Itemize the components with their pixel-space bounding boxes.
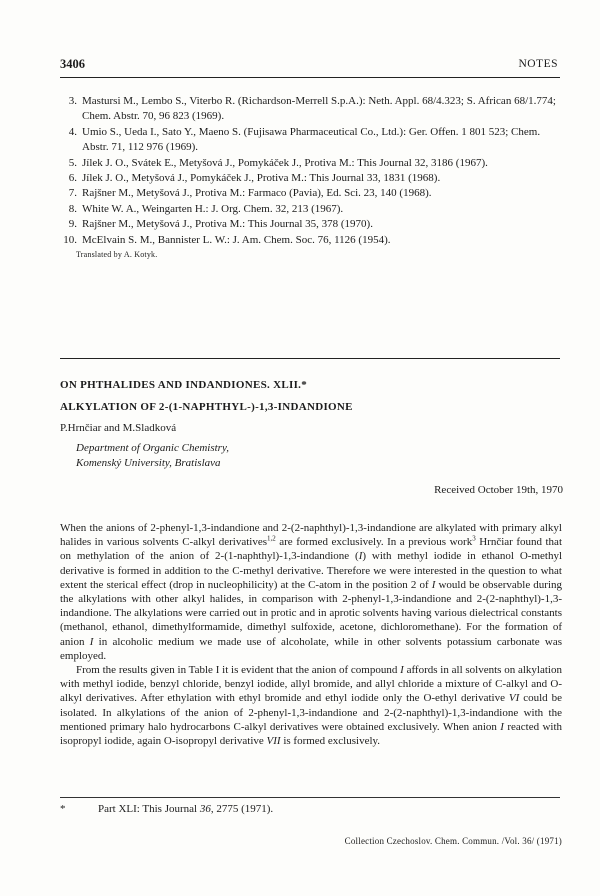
translator-credit: Translated by A. Kotyk. — [76, 250, 158, 259]
reference-text: Rajšner M., Metyšová J., Protiva M.: Farmaco (Pavia), Ed. Sci. 23, 140 (1968). — [82, 187, 432, 200]
citation-superscript: 1,2 — [266, 534, 276, 543]
compound-label: I — [358, 550, 363, 563]
reference-text: Jílek J. O., Metyšová J., Pomykáček J., Protiva M.: This Journal 33, 1831 (1968). — [82, 172, 441, 185]
reference-number: 9. — [68, 218, 77, 231]
article-separator-rule — [60, 358, 560, 359]
footnote-text: Part XLI: This Journal — [98, 803, 200, 815]
article-title-line-1: ON PHTHALIDES AND INDANDIONES. XLII.* — [60, 379, 308, 391]
reference-list — [60, 94, 560, 248]
reference-item — [60, 202, 560, 217]
text-run: are formed exclusively. In a previous work — [275, 536, 473, 549]
compound-label: I — [500, 720, 504, 733]
text-run: reacted with isopropyl iodide, again O-isopropyl derivative — [60, 720, 562, 748]
reference-number: 8. — [68, 202, 77, 215]
article-title-line-2: ALKYLATION OF 2-(1-NAPHTHYL-)-1,3-INDANDIONE — [60, 401, 353, 413]
body-paragraph — [60, 663, 562, 748]
footnote — [60, 803, 273, 815]
reference-number: 7. — [68, 187, 77, 200]
reference-number: 10. — [63, 233, 77, 246]
reference-text: Jílek J. O., Svátek E., Metyšová J., Pomykáček J., Protiva M.: This Journal 32, 3186 (1967). — [82, 156, 488, 169]
text-run: would be observable during the alkylations with other alkyl halides, in comparison with 2-phenyl-1,3-indandione and 2-(2-naphthyl)-1,3-indandione. The alkylations were carried out in protic and in aprotic solvents having various dielectrical constants (methanol, ethanol, dimethylformamide, dimethyl sulfoxide, acetone, dichloromethane). For the formation of anion — [60, 578, 563, 648]
reference-number: 5. — [68, 156, 77, 169]
page-header — [60, 57, 560, 75]
body-paragraph — [60, 521, 562, 663]
reference-item — [60, 156, 560, 171]
affiliation-department: Department of Organic Chemistry, — [76, 442, 229, 454]
author-affiliation — [76, 441, 229, 470]
compound-label: VI — [508, 692, 520, 705]
footnote-volume: 36 — [199, 803, 211, 815]
reference-text: Umio S., Ueda I., Sato Y., Maeno S. (Fujisawa Pharmaceutical Co., Ltd.): Ger. Offen. 1 801 523; Chem. Abstr. 71, 112 976 (1969). — [82, 125, 541, 154]
text-run: could be isolated. In alkylations of the anion of 2-phenyl-1,3-indandione and 2-(2-naphthyl)-1,3-indandione with the mentioned primary halo hydrocarbons C-alkyl derivatives were obtained exclusively. When anion — [60, 692, 562, 733]
reference-text: McElvain S. M., Bannister L. W.: J. Am. Chem. Soc. 76, 1126 (1954). — [82, 233, 391, 246]
reference-item — [60, 171, 560, 186]
compound-label: I — [431, 578, 436, 591]
footnote-text-end: , 2775 (1971). — [210, 803, 274, 815]
text-run: is formed exclusively. — [280, 735, 381, 748]
section-name: NOTES — [518, 58, 558, 70]
article-title — [60, 374, 560, 418]
footnote-mark: * — [60, 803, 66, 815]
received-date: Received October 19th, 1970 — [434, 484, 563, 496]
compound-label: I — [89, 635, 94, 648]
reference-item — [60, 217, 560, 232]
reference-text: Rajšner M., Metyšová J., Protiva M.: This Journal 35, 378 (1970). — [82, 218, 373, 231]
reference-item — [60, 94, 560, 125]
footnote-rule — [60, 797, 560, 798]
reference-text: White W. A., Weingarten H.: J. Org. Chem. 32, 213 (1967). — [82, 202, 344, 215]
reference-number: 4. — [68, 125, 77, 138]
header-rule — [60, 77, 560, 78]
page-number: 3406 — [60, 57, 85, 71]
compound-label: I — [400, 664, 404, 677]
affiliation-university: Komenský University, Bratislava — [76, 456, 221, 469]
text-run: From the results given in Table I it is evident that the anion of compound — [76, 664, 401, 677]
reference-item — [60, 125, 560, 156]
compound-label: VII — [266, 735, 281, 748]
text-run: When the anions of 2-phenyl-1,3-indandione and 2-(2-naphthyl)-1,3-indandione are alkylated with primary alkyl halides in various solvents C-alkyl derivatives — [60, 522, 562, 549]
article-body — [60, 521, 562, 748]
reference-item — [60, 186, 560, 201]
text-run: ) with methyl iodide in ethanol O-methyl derivative is formed in addition to the C-methyl derivative. Therefore we were interested in the question to what extent the sterical effect (drop in nucleophilicity) at the C-atom in the position 2 of — [60, 550, 563, 591]
article-authors: P.Hrnčiar and M.Sladková — [60, 422, 177, 434]
reference-number: 3. — [68, 95, 77, 107]
text-run: affords in all solvents on alkylation with methyl iodide, benzyl chloride, benzyl iodide, allyl bromide, and allyl chloride a mixture of C-alkyl and O-alkyl derivatives. After ethylation with ethyl bromide and ethyl iodide only the O-ethyl derivative — [60, 664, 562, 705]
journal-footer: Collection Czechoslov. Chem. Commun. /Vol. 36/ (1971) — [344, 836, 562, 846]
citation-superscript: 3 — [472, 534, 476, 543]
reference-number: 6. — [68, 172, 77, 185]
reference-item — [60, 233, 560, 248]
reference-text: Mastursi M., Lembo S., Viterbo R. (Richardson-Merrell S.p.A.): Neth. Appl. 68/4.323; S. African 68/1.774; Chem. Abstr. 70, 96 823 (1969). — [82, 95, 556, 123]
text-run: Hrnčiar found that on methylation of the anion of 2-(1-naphthyl)-1,3-indandione ( — [60, 536, 562, 563]
text-run: in alcoholic medium we made use of alcoholate, while in other solvents potassium carbonate was employed. — [60, 635, 562, 662]
